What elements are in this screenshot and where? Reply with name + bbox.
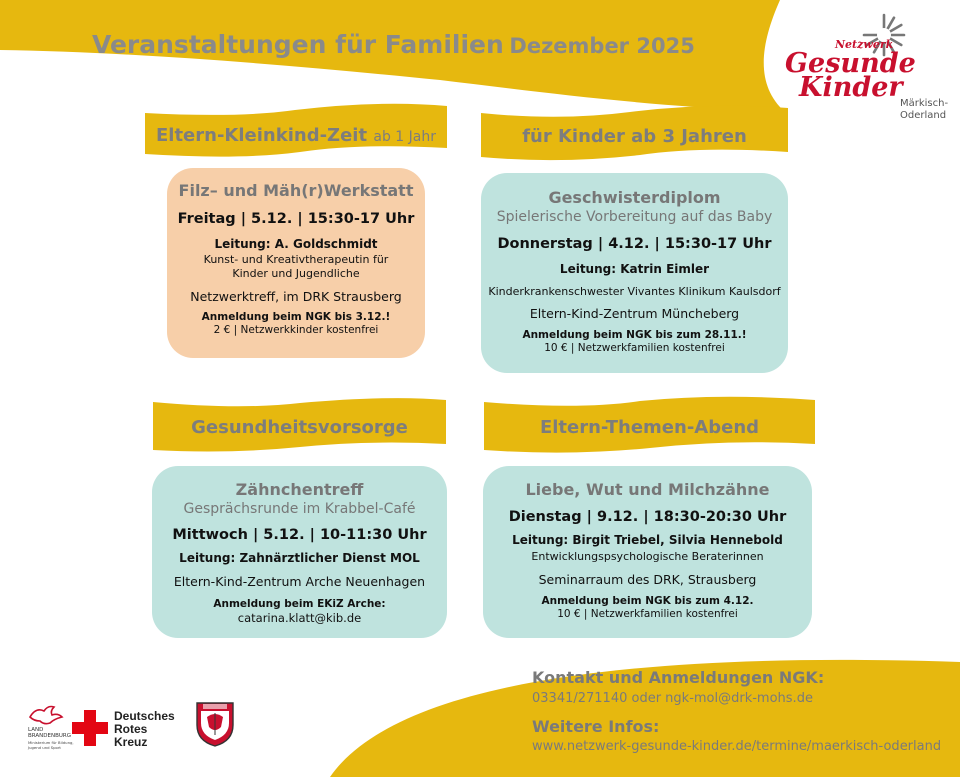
brandenburg-line-1: LAND xyxy=(28,727,44,733)
drk-line-1: Deutsches xyxy=(114,709,175,723)
brandenburg-line-3: Ministerium für Bildung, xyxy=(28,740,74,745)
event-registration: Anmeldung beim EKiZ Arche: xyxy=(213,598,386,610)
eagle-icon xyxy=(28,703,64,727)
logo-netzwerk: Netzwerk xyxy=(835,38,894,51)
event-card-zaehnchentreff xyxy=(152,466,447,638)
brandenburg-line-2: BRANDENBURG xyxy=(28,733,71,739)
more-info-heading: Weitere Infos: xyxy=(532,717,660,736)
event-fee: 2 € | Netzwerkkinder kostenfrei xyxy=(213,324,379,336)
event-registration: Anmeldung beim NGK bis zum 28.11.! xyxy=(522,329,747,341)
event-date: Freitag | 5.12. | 15:30-17 Uhr xyxy=(177,211,415,227)
logo-kinder: Kinder xyxy=(799,72,903,103)
event-title: Zähnchentreff xyxy=(235,480,364,499)
event-subtitle: Spielerische Vorbereitung auf das Baby xyxy=(496,209,773,225)
event-title: Filz– und Mäh(r)Werkstatt xyxy=(178,181,414,200)
event-desc-2: Kinder und Jugendliche xyxy=(232,267,360,280)
event-title: Liebe, Wut und Milchzähne xyxy=(525,480,770,499)
event-fee: 10 € | Netzwerkfamilien kostenfrei xyxy=(557,608,738,620)
brandenburg-logo xyxy=(24,703,76,755)
event-lead: Leitung: Katrin Eimler xyxy=(559,262,710,276)
section-label-small: ab 1 Jahr xyxy=(373,129,436,145)
event-lead: Leitung: Zahnärztlicher Dienst MOL xyxy=(179,551,420,565)
event-desc-1: Kunst- und Kreativtherapeutin für xyxy=(203,253,389,266)
event-desc-1: Kinderkrankenschwester Vivantes Klinikum Kaulsdorf xyxy=(488,285,781,298)
section-banner-4 xyxy=(484,417,815,438)
contact-phone-email[interactable]: 03341/271140 oder ngk-mol@drk-mohs.de xyxy=(532,691,813,706)
event-card-filzwerkstatt xyxy=(167,168,425,358)
brandenburg-line-4: Jugend und Sport xyxy=(28,745,61,750)
event-registration: Anmeldung beim NGK bis 3.12.! xyxy=(201,311,391,323)
event-location: Eltern-Kind-Zentrum Arche Neuenhagen xyxy=(173,574,426,589)
event-location: Netzwerktreff, im DRK Strausberg xyxy=(190,289,402,304)
event-location: Eltern-Kind-Zentrum Müncheberg xyxy=(529,306,740,321)
contact-heading: Kontakt und Anmeldungen NGK: xyxy=(532,668,825,687)
logo-region-1: Märkisch- xyxy=(900,98,949,109)
page-title xyxy=(92,30,695,59)
section-banner-2 xyxy=(481,126,788,147)
drk-logo xyxy=(72,708,187,748)
section-label: für Kinder ab 3 Jahren xyxy=(522,126,747,147)
section-label: Eltern-Kleinkind-Zeit xyxy=(155,125,368,146)
section-banner-1 xyxy=(145,125,447,146)
section-banner-3 xyxy=(153,417,446,438)
event-location: Seminarraum des DRK, Strausberg xyxy=(538,572,757,587)
event-contact-email: catarina.klatt@kib.de xyxy=(237,611,362,625)
drk-line-3: Kreuz xyxy=(114,735,148,749)
event-desc-1: Entwicklungspsychologische Beraterinnen xyxy=(531,550,764,563)
logo-region-2: Oderland xyxy=(900,110,947,121)
event-title: Geschwisterdiplom xyxy=(548,188,721,207)
more-info-link[interactable]: www.netzwerk-gesunde-kinder.de/termine/maerkisch-oderland xyxy=(532,739,942,754)
event-card-geschwisterdiplom xyxy=(481,173,788,373)
event-registration: Anmeldung beim NGK bis zum 4.12. xyxy=(541,595,754,607)
drk-line-2: Rotes xyxy=(114,722,148,736)
coat-of-arms-icon xyxy=(195,701,235,747)
event-fee: 10 € | Netzwerkfamilien kostenfrei xyxy=(544,342,725,354)
ngk-logo xyxy=(785,10,955,122)
title-month: Dezember 2025 xyxy=(509,34,695,58)
section-label: Gesundheitsvorsorge xyxy=(191,417,408,438)
event-subtitle: Gesprächsrunde im Krabbel-Café xyxy=(183,501,416,517)
red-cross-icon xyxy=(72,710,108,746)
title-main: Veranstaltungen für Familien xyxy=(92,30,504,59)
event-lead: Leitung: A. Goldschmidt xyxy=(214,237,378,251)
event-date: Dienstag | 9.12. | 18:30-20:30 Uhr xyxy=(508,509,787,525)
event-lead: Leitung: Birgit Triebel, Silvia Hennebold xyxy=(512,533,783,547)
event-date: Donnerstag | 4.12. | 15:30-17 Uhr xyxy=(497,236,772,252)
logo-gesunde: Gesunde xyxy=(785,48,916,79)
event-card-liebe-wut xyxy=(483,466,812,638)
event-date: Mittwoch | 5.12. | 10-11:30 Uhr xyxy=(172,527,427,543)
section-label: Eltern-Themen-Abend xyxy=(539,417,760,438)
